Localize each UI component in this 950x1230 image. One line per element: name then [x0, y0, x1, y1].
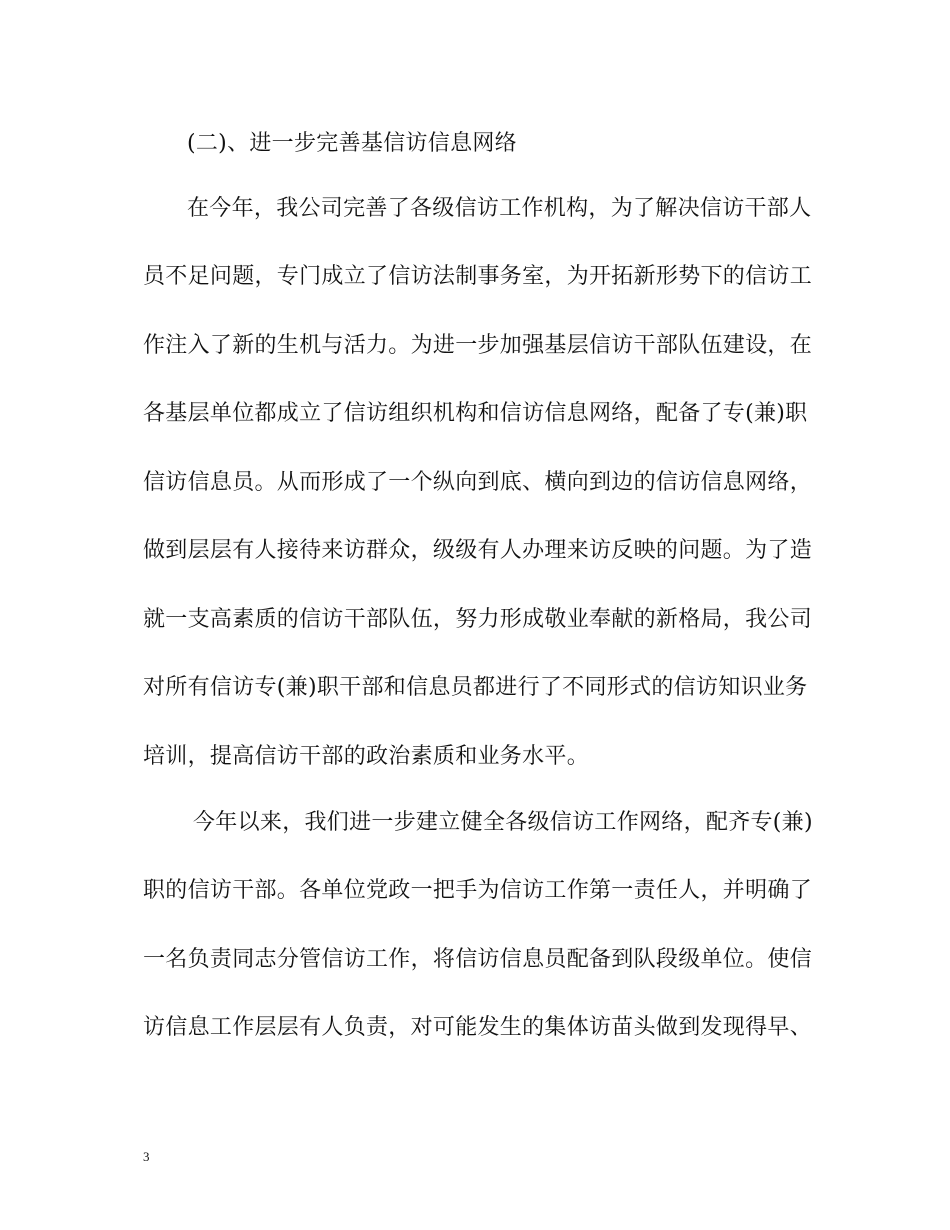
- paragraph-line: 做到层层有人接待来访群众，级级有人办理来访反映的问题。为了造: [143, 538, 813, 563]
- paragraph-line: 一名负责同志分管信访工作，将信访信息员配备到队段级单位。使信: [143, 947, 813, 972]
- section-heading: (二)、进一步完善基信访信息网络: [187, 131, 517, 156]
- paragraph-line: 作注入了新的生机与活力。为进一步加强基层信访干部队伍建设，在: [143, 333, 813, 358]
- paragraph-line: 员不足问题，专门成立了信访法制事务室，为开拓新形势下的信访工: [143, 264, 813, 289]
- paragraph-line: 职的信访干部。各单位党政一把手为信访工作第一责任人，并明确了: [143, 878, 813, 903]
- paragraph-line: 就一支高素质的信访干部队伍，努力形成敬业奉献的新格局，我公司: [143, 607, 813, 632]
- paragraph-line: 信访信息员。从而形成了一个纵向到底、横向到边的信访信息网络，: [143, 470, 813, 495]
- paragraph-line: 对所有信访专(兼)职干部和信息员都进行了不同形式的信访知识业务: [143, 675, 808, 700]
- page-number: 3: [143, 1149, 150, 1164]
- paragraph-line: 今年以来，我们进一步建立健全各级信访工作网络，配齐专(兼): [193, 810, 813, 835]
- paragraph-line: 各基层单位都成立了信访组织机构和信访信息网络，配备了专(兼)职: [143, 401, 808, 426]
- paragraph-line: 培训，提高信访干部的政治素质和业务水平。: [143, 744, 590, 769]
- paragraph-line: 访信息工作层层有人负责，对可能发生的集体访苗头做到发现得早、: [143, 1015, 813, 1040]
- paragraph-line: 在今年，我公司完善了各级信访工作机构，为了解决信访干部人: [187, 196, 812, 221]
